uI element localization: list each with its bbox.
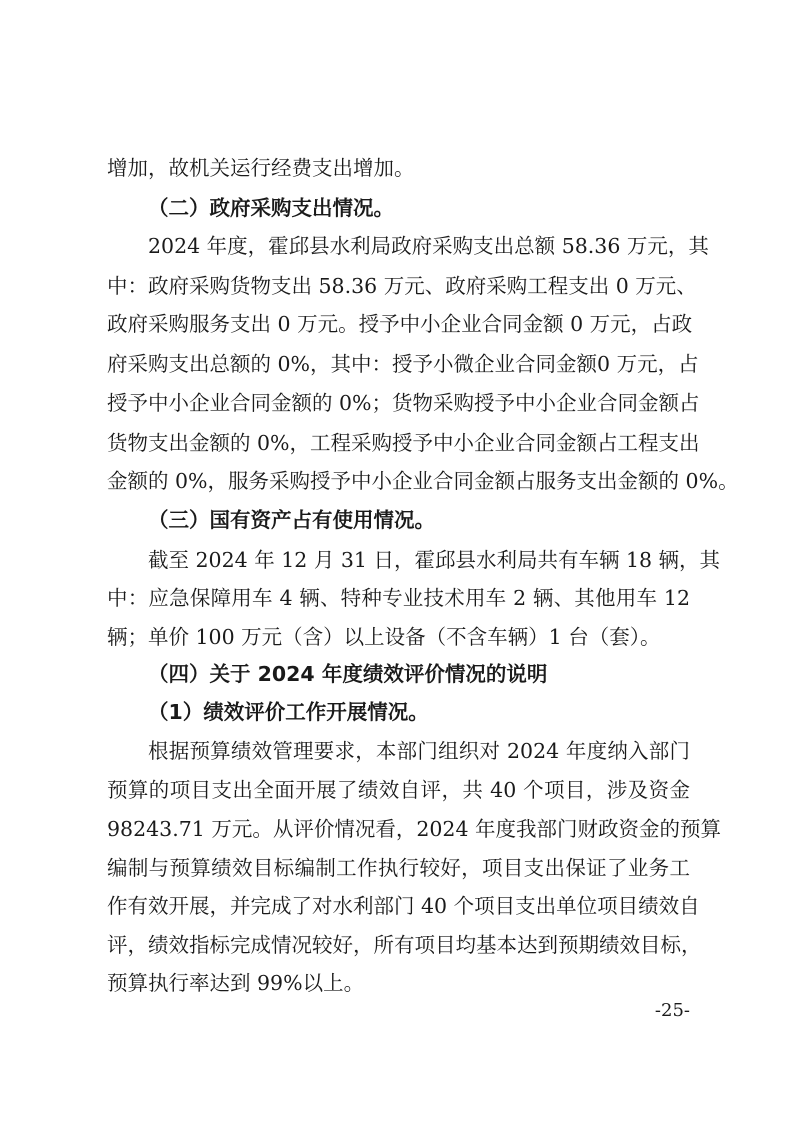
paragraph-line: 授予中小企业合同金额的 0%；货物采购授予中小企业合同金额占 xyxy=(107,391,700,415)
paragraph-line: 根据预算绩效管理要求，本部门组织对 2024 年度纳入部门 xyxy=(148,739,690,763)
page-number: -25- xyxy=(654,1000,690,1021)
paragraph-line: 金额的 0%，服务采购授予中小企业合同金额占服务支出金额的 0%。 xyxy=(107,469,739,493)
subsection-heading: （1）绩效评价工作开展情况。 xyxy=(148,700,429,724)
paragraph-line: 货物支出金额的 0%，工程采购授予中小企业合同金额占工程支出 xyxy=(107,431,700,455)
paragraph-line: 评，绩效指标完成情况较好，所有项目均基本达到预期绩效目标， xyxy=(107,933,702,957)
paragraph-line: 辆；单价 100 万元（含）以上设备（不含车辆）1 台（套）。 xyxy=(107,625,661,649)
paragraph-line: 中：应急保障用车 4 辆、特种专业技术用车 2 辆、其他用车 12 xyxy=(107,586,690,610)
paragraph-line: 作有效开展，并完成了对水利部门 40 个项目支出单位项目绩效自 xyxy=(107,894,700,918)
section-heading: （三）国有资产占有使用情况。 xyxy=(148,508,435,532)
paragraph-line: 2024 年度，霍邱县水利局政府采购支出总额 58.36 万元，其 xyxy=(148,234,709,258)
paragraph-line: 政府采购服务支出 0 万元。授予中小企业合同金额 0 万元，占政 xyxy=(107,312,693,336)
section-heading: （四）关于 2024 年度绩效评价情况的说明 xyxy=(148,662,548,686)
paragraph-line: 预算执行率达到 99%以上。 xyxy=(107,971,365,995)
paragraph-line: 府采购支出总额的 0%，其中：授予小微企业合同金额0 万元，占 xyxy=(107,352,699,376)
paragraph-line: 增加，故机关运行经费支出增加。 xyxy=(107,156,415,180)
section-heading: （二）政府采购支出情况。 xyxy=(148,196,394,220)
paragraph-line: 截至 2024 年 12 月 31 日，霍邱县水利局共有车辆 18 辆，其 xyxy=(148,548,721,572)
paragraph-line: 编制与预算绩效目标编制工作执行较好，项目支出保证了业务工 xyxy=(107,856,690,880)
paragraph-line: 预算的项目支出全面开展了绩效自评，共 40 个项目，涉及资金 xyxy=(107,778,690,802)
paragraph-line: 98243.71 万元。从评价情况看，2024 年度我部门财政资金的预算 xyxy=(107,817,722,841)
paragraph-line: 中：政府采购货物支出 58.36 万元、政府采购工程支出 0 万元、 xyxy=(107,274,697,298)
